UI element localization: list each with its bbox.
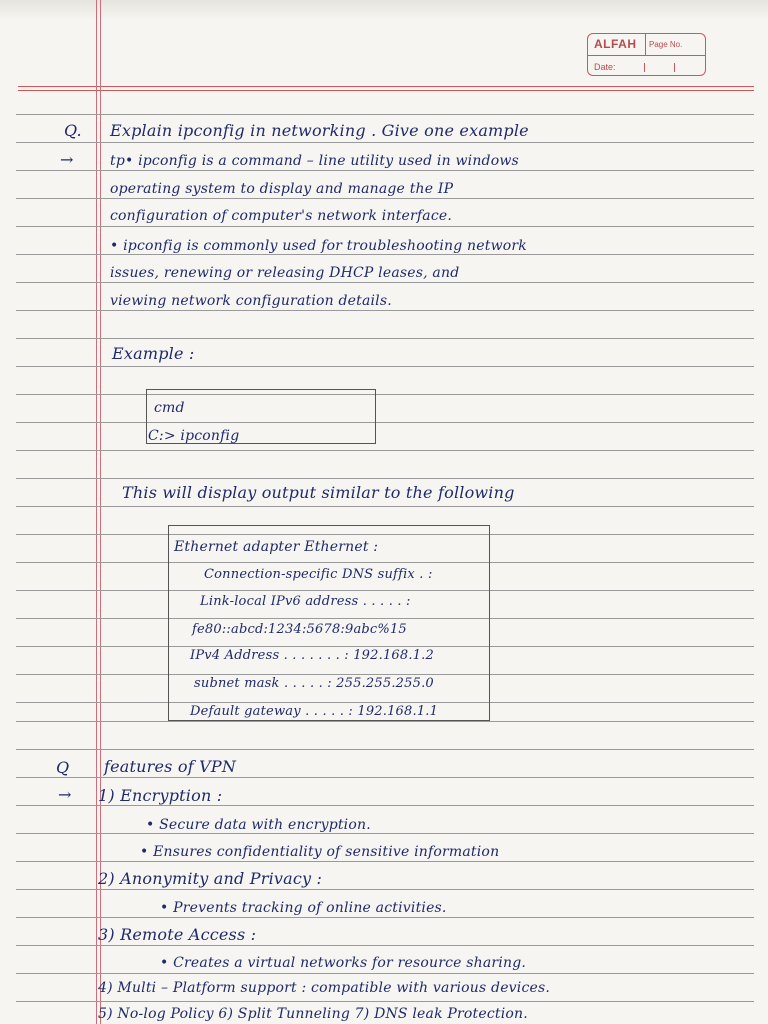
q1-answer-line: tp• ipconfig is a command – line utility used in windows xyxy=(110,153,519,169)
ruled-line xyxy=(16,450,754,451)
ruled-line xyxy=(16,394,754,395)
q2-title: features of VPN xyxy=(104,757,237,776)
example-heading: Example : xyxy=(112,344,195,363)
ruled-line xyxy=(16,226,754,227)
q1-answer-line: • ipconfig is commonly used for troubleshooting network xyxy=(110,238,527,254)
ruled-line xyxy=(16,749,754,750)
ruled-line xyxy=(16,945,754,946)
q1-question: Explain ipconfig in networking . Give one example xyxy=(110,121,529,140)
vpn-feature-line: 1) Encryption : xyxy=(98,786,223,805)
cmd-line: C:> ipconfig xyxy=(148,428,240,444)
vpn-feature-line: 4) Multi – Platform support : compatible with various devices. xyxy=(98,980,551,996)
ruled-line xyxy=(16,142,754,143)
ruled-line xyxy=(16,777,754,778)
q2-marker: Q xyxy=(56,758,70,777)
output-line: Link-local IPv6 address . . . . . : xyxy=(200,594,411,609)
q2-answer-arrow: → xyxy=(58,785,72,804)
q1-answer-arrow: → xyxy=(60,150,74,169)
ruled-line xyxy=(16,973,754,974)
ruled-line xyxy=(16,506,754,507)
vpn-feature-line: • Creates a virtual networks for resource sharing. xyxy=(160,955,527,971)
ruled-line xyxy=(16,833,754,834)
output-line: IPv4 Address . . . . . . . : 192.168.1.2 xyxy=(190,648,434,663)
ruled-line xyxy=(16,338,754,339)
page-no-label: Page No. xyxy=(649,40,683,49)
ruled-line xyxy=(16,422,754,423)
q1-answer-line: operating system to display and manage the IP xyxy=(110,181,454,197)
ruled-line xyxy=(16,366,754,367)
cmd-line: cmd xyxy=(154,400,185,416)
output-line: Connection-specific DNS suffix . : xyxy=(204,567,433,582)
output-line: Default gateway . . . . . : 192.168.1.1 xyxy=(190,704,439,719)
date-label: Date: xyxy=(594,62,616,72)
vpn-feature-line: 3) Remote Access : xyxy=(98,925,257,944)
vpn-feature-line: 2) Anonymity and Privacy : xyxy=(98,869,323,888)
brand-name: ALFAH xyxy=(594,37,637,51)
ruled-line xyxy=(16,889,754,890)
ruled-line xyxy=(16,114,754,115)
output-line: Ethernet adapter Ethernet : xyxy=(174,539,379,555)
q1-answer-line: configuration of computer's network interface. xyxy=(110,208,453,224)
output-line: subnet mask . . . . . : 255.255.255.0 xyxy=(194,676,434,691)
output-line: fe80::abcd:1234:5678:9abc%15 xyxy=(192,622,407,637)
q1-marker: Q. xyxy=(64,121,82,140)
vpn-feature-line: • Ensures confidentiality of sensitive information xyxy=(140,844,500,860)
ruled-line xyxy=(16,478,754,479)
q1-answer-line: viewing network configuration details. xyxy=(110,293,392,309)
output-intro: This will display output similar to the following xyxy=(122,483,515,502)
vpn-feature-line: • Prevents tracking of online activities. xyxy=(160,900,447,916)
vpn-feature-line: • Secure data with encryption. xyxy=(146,817,371,833)
vpn-feature-line: 5) No-log Policy 6) Split Tunneling 7) DNS leak Protection. xyxy=(98,1006,528,1022)
ruled-line xyxy=(16,1001,754,1002)
q1-answer-line: issues, renewing or releasing DHCP leases, and xyxy=(110,265,460,281)
